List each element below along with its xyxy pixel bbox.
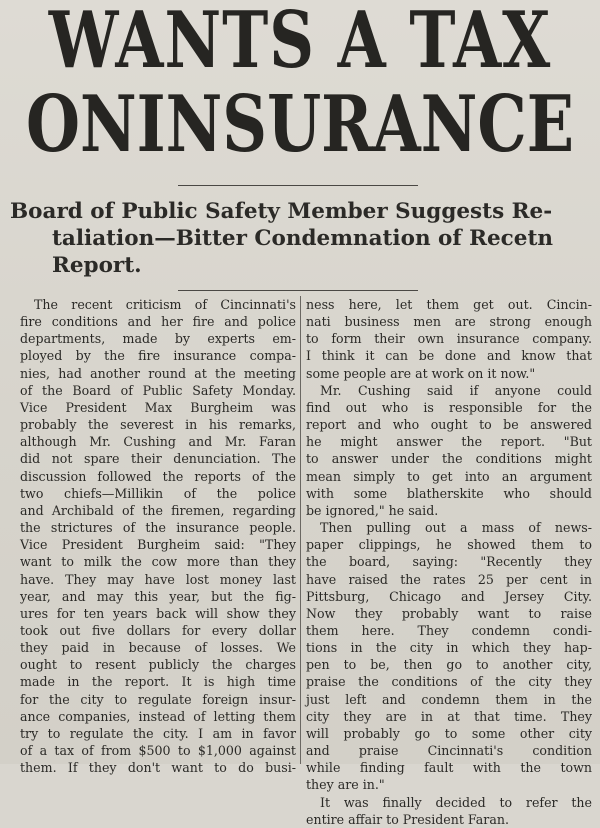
text-line: the board, saying: "Recently they bbox=[306, 554, 592, 570]
text-line: be ignored," he said. bbox=[306, 502, 439, 518]
text-line: ness here, let them get out. Cincin- bbox=[306, 297, 592, 312]
text-line: city they are in at that time. They bbox=[306, 708, 592, 724]
text-line: ought to resent publicly the charges bbox=[20, 657, 296, 673]
text-line: The recent criticism of Cincinnati's bbox=[34, 297, 296, 312]
column-divider bbox=[300, 296, 301, 764]
text-line: they are in." bbox=[306, 777, 385, 793]
text-line: with some blatherskite who should bbox=[306, 485, 592, 501]
text-line: ance companies, instead of letting them bbox=[20, 708, 296, 724]
text-line: I think it can be done and know that bbox=[306, 348, 592, 364]
text-line: to form their own insurance company. bbox=[306, 331, 592, 347]
text-line: Then pulling out a mass of news- bbox=[320, 520, 592, 536]
text-line: he might answer the report. "But bbox=[306, 434, 592, 450]
text-line: to answer under the conditions might bbox=[306, 451, 592, 467]
text-line: nies, had another round at the meeting bbox=[20, 365, 296, 381]
text-line: departments, made by experts em- bbox=[20, 331, 296, 347]
text-line: although Mr. Cushing and Mr. Faran bbox=[20, 434, 296, 450]
headline-line-1: WANTS A TAX bbox=[48, 0, 552, 86]
text-line: did not spare their denunciation. The bbox=[20, 451, 296, 467]
text-line: tions in the city in which they hap- bbox=[306, 640, 592, 656]
text-line: pen to be, then go to another city, bbox=[306, 657, 592, 673]
subheadline-rule bbox=[178, 290, 418, 291]
text-line: Pittsburg, Chicago and Jersey City. bbox=[306, 588, 592, 604]
text-line: just left and condemn them in the bbox=[306, 691, 592, 707]
text-line: ures for ten years back will show they bbox=[20, 605, 296, 621]
article-column-right bbox=[306, 296, 592, 828]
text-line: ployed by the fire insurance compa- bbox=[20, 348, 296, 364]
text-line: entire affair to President Faran. bbox=[306, 811, 509, 827]
text-line: for the city to regulate foreign insur- bbox=[20, 691, 296, 707]
text-line: praise the conditions of the city they bbox=[306, 674, 592, 690]
text-line: while finding fault with the town bbox=[306, 760, 592, 776]
text-line: some people are at work on it now." bbox=[306, 365, 536, 381]
subheadline bbox=[10, 198, 588, 279]
text-line: them here. They condemn condi- bbox=[306, 622, 592, 638]
text-line: report and who ought to be answered bbox=[306, 417, 592, 433]
text-line: they paid in because of losses. We bbox=[20, 640, 296, 656]
text-line: Mr. Cushing said if anyone could bbox=[320, 382, 592, 398]
text-line: fire conditions and her fire and police bbox=[20, 314, 296, 330]
text-line: have. They may have lost money last bbox=[20, 571, 296, 587]
text-line: them. If they don't want to do busi- bbox=[20, 760, 296, 776]
text-line: of the Board of Public Safety Monday. bbox=[20, 382, 296, 398]
headline-rule bbox=[178, 185, 418, 186]
text-line: year, and may this year, but the fig- bbox=[20, 588, 296, 604]
text-line: have raised the rates 25 per cent in bbox=[306, 571, 592, 587]
headline-line-2: ONINSURANCE bbox=[25, 78, 575, 170]
subheadline-line-3: Report. bbox=[52, 253, 142, 278]
article-column-left bbox=[20, 296, 296, 776]
text-line: made in the report. It is high time bbox=[20, 674, 296, 690]
text-line: It was finally decided to refer the bbox=[320, 794, 592, 810]
text-line: probably the severest in his remarks, bbox=[20, 417, 296, 433]
text-line: and praise Cincinnati's condition bbox=[306, 743, 592, 759]
text-line: Now they probably want to raise bbox=[306, 605, 592, 621]
text-line: the strictures of the insurance people. bbox=[20, 520, 296, 536]
text-line: want to milk the cow more than they bbox=[20, 554, 296, 570]
text-line: two chiefs—Millikin of the police bbox=[20, 485, 296, 501]
text-line: discussion followed the reports of the bbox=[20, 468, 296, 484]
text-line: paper clippings, he showed them to bbox=[306, 537, 592, 553]
text-line: Vice President Burgheim said: "They bbox=[20, 537, 296, 553]
subheadline-line-2: taliation—Bitter Condemnation of Recetn bbox=[52, 226, 554, 251]
text-line: of a tax of from $500 to $1,000 against bbox=[20, 743, 296, 759]
text-line: will probably go to some other city bbox=[306, 725, 592, 741]
text-line: try to regulate the city. I am in favor bbox=[20, 725, 296, 741]
text-line: and Archibald of the firemen, regarding bbox=[20, 502, 296, 518]
subheadline-line-1: Board of Public Safety Member Suggests Re- bbox=[10, 199, 553, 224]
text-line: mean simply to get into an argument bbox=[306, 468, 592, 484]
text-line: took out five dollars for every dollar bbox=[20, 622, 296, 638]
text-line: Vice President Max Burgheim was bbox=[20, 399, 296, 415]
text-line: nati business men are strong enough bbox=[306, 314, 592, 330]
text-line: find out who is responsible for the bbox=[306, 399, 592, 415]
